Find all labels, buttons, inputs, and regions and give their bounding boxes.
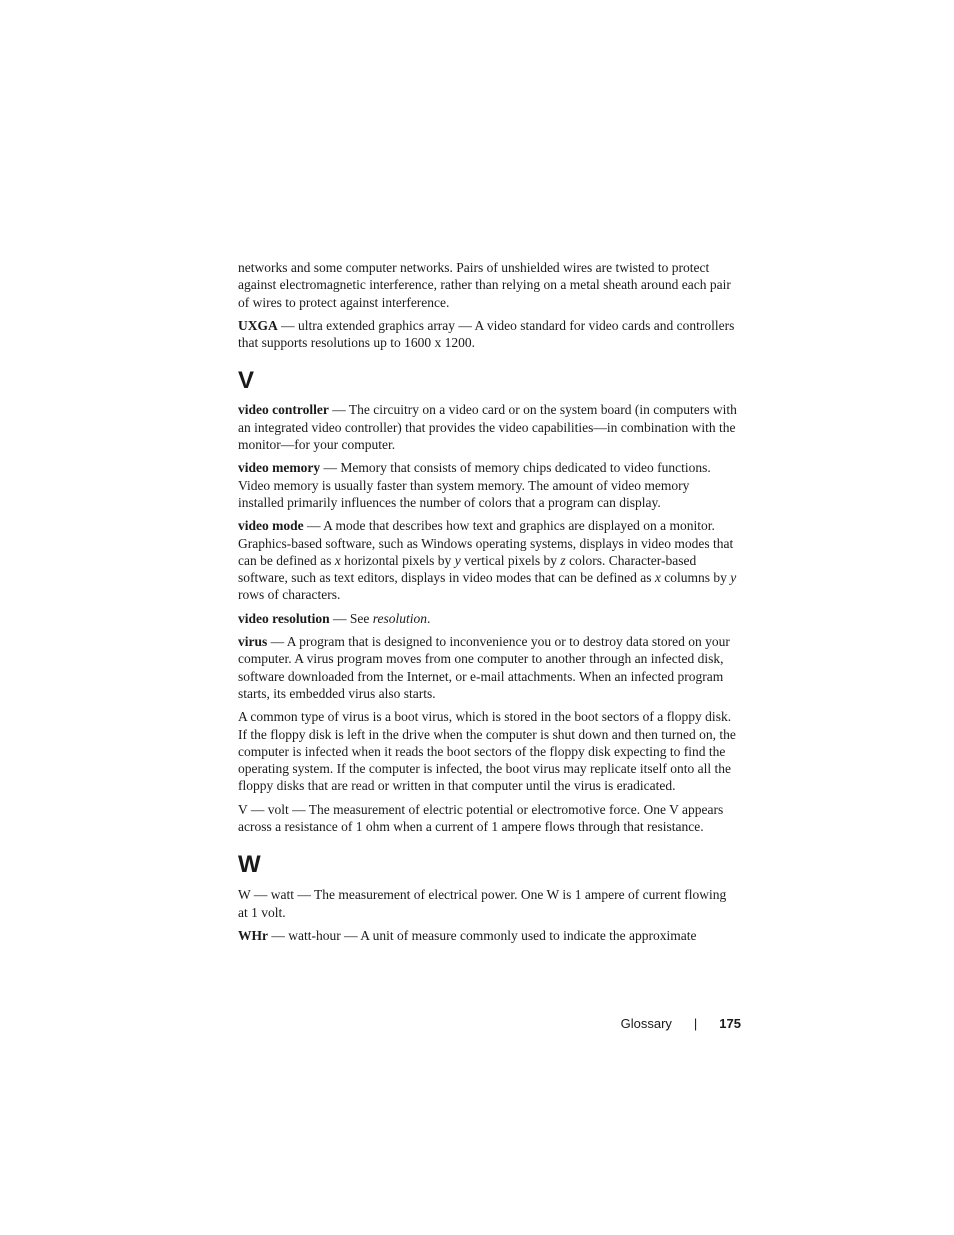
entry-text: — Memory that consists of memory chips dedicated to video functions. Video memory is usually faster than system memory. The amount of video memory installed primarily influences the number of colors that a program can display. (238, 460, 711, 510)
entry-text: horizontal pixels by (340, 552, 455, 568)
entry-text: — watt-hour — A unit of measure commonly used to indicate the approximate (268, 927, 697, 943)
glossary-entry-video-memory (238, 459, 738, 511)
entry-text: — The circuitry on a video card or on the system board (in computers with an integrated video controller) that provides the video capabilities—in combination with the monitor—for your computer. (238, 402, 737, 453)
entry-term: video memory (238, 460, 321, 476)
entry-term: UXGA (238, 317, 278, 333)
glossary-entry-virus (238, 633, 738, 702)
entry-text: V — volt — The measurement of electric potential or electromotive force. One V appears across a resistance of 1 ohm when a current of 1 ampere flows through that resistance. (238, 801, 724, 835)
glossary-entry-twisted-pair-continued (238, 259, 738, 311)
entry-text: colors. Character-based software, such as text editors, displays in video modes that can be defined as (238, 552, 697, 586)
entry-text: networks and some computer networks. Pairs of unshielded wires are twisted to protect against electromagnetic interference, rather than relying on a metal sheath around each pair of wires to protect against interference. (238, 260, 731, 310)
entry-text: columns by (660, 570, 731, 586)
footer-separator: | (693, 1016, 698, 1031)
entry-text: W — watt — The measurement of electrical power. One W is 1 ampere of current flowing at 1 volt. (238, 887, 727, 920)
section-heading-v: V (238, 367, 255, 395)
glossary-entry-watt (238, 886, 738, 921)
entry-term: video resolution (238, 610, 330, 626)
variable-y: y (730, 570, 737, 586)
variable-x: x (654, 570, 661, 586)
entry-text: — ultra extended graphics array — A video standard for video cards and controllers that supports resolutions up to 1600 x 1200. (238, 317, 735, 351)
glossary-content (238, 259, 738, 950)
glossary-paragraph-boot-virus (238, 708, 738, 794)
entry-text: — See (329, 610, 373, 626)
entry-term: video controller (238, 402, 329, 418)
footer-section-name: Glossary (620, 1016, 672, 1031)
glossary-entry-video-mode (238, 517, 738, 603)
cross-reference: resolution (372, 610, 428, 626)
entry-text: rows of characters. (238, 587, 341, 603)
glossary-entry-uxga (238, 317, 738, 352)
glossary-entry-video-controller (238, 401, 738, 453)
section-heading-w: W (238, 851, 261, 879)
entry-text: . (427, 610, 431, 626)
entry-term: WHr (238, 927, 268, 943)
entry-text: vertical pixels by (460, 552, 561, 568)
entry-text: A common type of virus is a boot virus, which is stored in the boot sectors of a floppy disk. If the floppy disk is left in the drive when the computer is shut down and then turned on, the computer is infected when it reads the boot sectors of the floppy disk expecting to find the operating system. If the computer is infected, the boot virus may replicate itself onto all the floppy disks that are read or written in that computer until the virus is eradicated. (238, 709, 736, 794)
variable-z: z (560, 552, 566, 568)
entry-text: — A program that is designed to inconvenience you or to destroy data stored on your computer. A virus program moves from one computer to another through an infected disk, software downloaded from the Internet, or e-mail attachments. When an infected program starts, its embedded virus also starts. (238, 634, 730, 701)
page-footer (600, 1015, 741, 1033)
entry-term: video mode (238, 518, 304, 534)
variable-y: y (454, 552, 461, 568)
glossary-entry-volt (238, 801, 738, 836)
page-number: 175 (719, 1016, 741, 1031)
glossary-entry-watt-hour (238, 927, 738, 944)
variable-x: x (334, 552, 341, 568)
entry-text: — A mode that describes how text and graphics are displayed on a monitor. Graphics-based software, such as Windows operating systems, displays in video modes that can be defined as (238, 518, 734, 568)
entry-term: virus (238, 634, 268, 650)
glossary-entry-video-resolution (238, 610, 738, 627)
